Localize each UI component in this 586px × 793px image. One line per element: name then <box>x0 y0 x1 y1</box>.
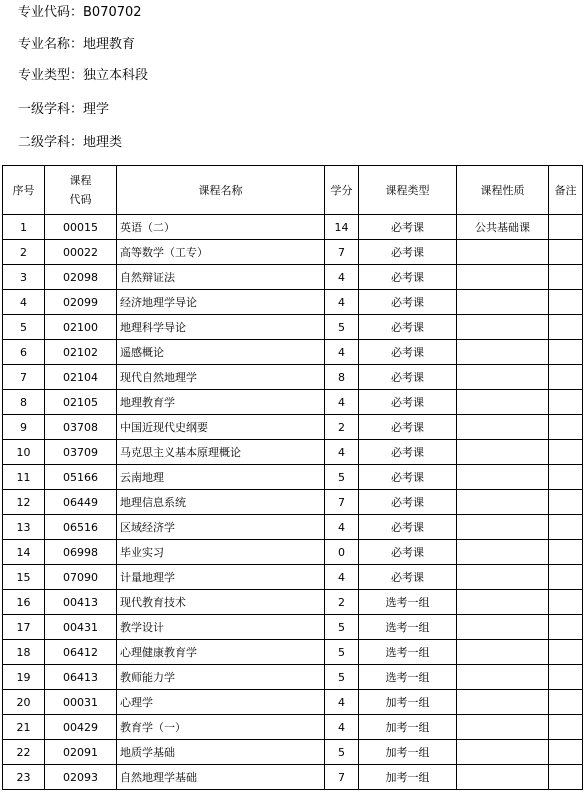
cell-nature <box>457 490 549 515</box>
cell-name: 高等数学（工专） <box>117 240 325 265</box>
table-row <box>3 490 583 515</box>
cell-type: 必考课 <box>359 390 457 415</box>
cell-note <box>549 215 583 240</box>
cell-credit: 5 <box>325 640 359 665</box>
cell-credit: 4 <box>325 515 359 540</box>
cell-seq: 2 <box>3 240 45 265</box>
cell-code: 06412 <box>45 640 117 665</box>
cell-nature <box>457 440 549 465</box>
cell-credit: 4 <box>325 690 359 715</box>
cell-credit: 4 <box>325 265 359 290</box>
cell-name: 地理科学导论 <box>117 315 325 340</box>
cell-note <box>549 490 583 515</box>
cell-nature <box>457 715 549 740</box>
cell-type: 必考课 <box>359 265 457 290</box>
table-row <box>3 440 583 465</box>
cell-nature <box>457 465 549 490</box>
cell-note <box>549 340 583 365</box>
info-label: 专业类型： <box>18 68 84 83</box>
header-credit: 学分 <box>325 166 359 215</box>
cell-name: 地质学基础 <box>117 740 325 765</box>
cell-note <box>549 390 583 415</box>
cell-seq: 15 <box>3 565 45 590</box>
info-label: 专业名称： <box>18 37 84 52</box>
info-label: 二级学科： <box>18 135 84 150</box>
table-row <box>3 315 583 340</box>
table-row <box>3 615 583 640</box>
cell-nature <box>457 515 549 540</box>
cell-type: 选考一组 <box>359 590 457 615</box>
cell-note <box>549 590 583 615</box>
table-row <box>3 540 583 565</box>
cell-code: 00022 <box>45 240 117 265</box>
cell-seq: 13 <box>3 515 45 540</box>
cell-type: 必考课 <box>359 315 457 340</box>
cell-nature <box>457 315 549 340</box>
cell-nature <box>457 565 549 590</box>
cell-nature <box>457 265 549 290</box>
cell-credit: 7 <box>325 490 359 515</box>
cell-type: 加考一组 <box>359 690 457 715</box>
table-row <box>3 690 583 715</box>
header-type: 课程类型 <box>359 166 457 215</box>
cell-seq: 18 <box>3 640 45 665</box>
cell-name: 现代教育技术 <box>117 590 325 615</box>
cell-note <box>549 415 583 440</box>
header-code-line1: 课程 <box>69 174 92 187</box>
cell-nature <box>457 240 549 265</box>
cell-name: 教育学（一） <box>117 715 325 740</box>
cell-nature <box>457 590 549 615</box>
cell-credit: 7 <box>325 240 359 265</box>
cell-code: 03709 <box>45 440 117 465</box>
cell-name: 云南地理 <box>117 465 325 490</box>
cell-type: 选考一组 <box>359 640 457 665</box>
cell-credit: 4 <box>325 565 359 590</box>
table-row <box>3 365 583 390</box>
cell-nature <box>457 665 549 690</box>
table-row <box>3 240 583 265</box>
cell-name: 毕业实习 <box>117 540 325 565</box>
cell-credit: 8 <box>325 365 359 390</box>
cell-type: 必考课 <box>359 415 457 440</box>
cell-code: 02102 <box>45 340 117 365</box>
table-body <box>3 215 583 790</box>
cell-nature <box>457 365 549 390</box>
cell-type: 加考一组 <box>359 740 457 765</box>
cell-nature <box>457 415 549 440</box>
cell-note <box>549 365 583 390</box>
cell-credit: 5 <box>325 465 359 490</box>
cell-code: 02099 <box>45 290 117 315</box>
cell-code: 02105 <box>45 390 117 415</box>
info-line-major-name <box>18 37 135 53</box>
cell-type: 必考课 <box>359 540 457 565</box>
course-table <box>2 165 583 790</box>
cell-name: 自然地理学基础 <box>117 765 325 790</box>
table-row <box>3 665 583 690</box>
cell-name: 中国近现代史纲要 <box>117 415 325 440</box>
cell-seq: 6 <box>3 340 45 365</box>
cell-note <box>549 615 583 640</box>
cell-name: 英语（二） <box>117 215 325 240</box>
cell-name: 地理教育学 <box>117 390 325 415</box>
cell-note <box>549 640 583 665</box>
cell-code: 03708 <box>45 415 117 440</box>
header-nature: 课程性质 <box>457 166 549 215</box>
info-label: 一级学科： <box>18 102 84 117</box>
info-value: 理学 <box>83 102 110 117</box>
cell-credit: 4 <box>325 390 359 415</box>
cell-type: 必考课 <box>359 365 457 390</box>
cell-code: 06449 <box>45 490 117 515</box>
cell-seq: 11 <box>3 465 45 490</box>
table-row <box>3 565 583 590</box>
cell-credit: 2 <box>325 415 359 440</box>
table-row <box>3 215 583 240</box>
cell-nature <box>457 340 549 365</box>
cell-seq: 21 <box>3 715 45 740</box>
cell-code: 00031 <box>45 690 117 715</box>
table-row <box>3 465 583 490</box>
cell-type: 必考课 <box>359 515 457 540</box>
cell-type: 加考一组 <box>359 765 457 790</box>
info-value: 独立本科段 <box>83 68 149 83</box>
cell-credit: 5 <box>325 740 359 765</box>
cell-credit: 14 <box>325 215 359 240</box>
cell-name: 地理信息系统 <box>117 490 325 515</box>
cell-name: 心理学 <box>117 690 325 715</box>
header-note: 备注 <box>549 166 583 215</box>
cell-code: 06516 <box>45 515 117 540</box>
cell-nature <box>457 615 549 640</box>
cell-credit: 4 <box>325 340 359 365</box>
cell-code: 02091 <box>45 740 117 765</box>
table-row <box>3 590 583 615</box>
table-header-row <box>3 166 583 215</box>
cell-note <box>549 690 583 715</box>
cell-note <box>549 240 583 265</box>
cell-name: 经济地理学导论 <box>117 290 325 315</box>
cell-nature <box>457 390 549 415</box>
cell-name: 马克思主义基本原理概论 <box>117 440 325 465</box>
cell-name: 区域经济学 <box>117 515 325 540</box>
table-row <box>3 265 583 290</box>
info-line-major-code <box>18 5 142 21</box>
cell-credit: 7 <box>325 765 359 790</box>
cell-seq: 16 <box>3 590 45 615</box>
cell-note <box>549 540 583 565</box>
cell-nature <box>457 765 549 790</box>
cell-type: 必考课 <box>359 440 457 465</box>
cell-type: 必考课 <box>359 290 457 315</box>
table-row <box>3 390 583 415</box>
cell-type: 必考课 <box>359 215 457 240</box>
cell-seq: 14 <box>3 540 45 565</box>
cell-note <box>549 265 583 290</box>
cell-credit: 4 <box>325 440 359 465</box>
cell-credit: 0 <box>325 540 359 565</box>
cell-seq: 5 <box>3 315 45 340</box>
cell-seq: 12 <box>3 490 45 515</box>
cell-type: 加考一组 <box>359 715 457 740</box>
cell-seq: 3 <box>3 265 45 290</box>
cell-nature <box>457 740 549 765</box>
header-code-line2: 代码 <box>69 193 92 206</box>
cell-type: 必考课 <box>359 465 457 490</box>
cell-nature <box>457 690 549 715</box>
cell-credit: 5 <box>325 665 359 690</box>
info-line-primary-discipline <box>18 102 109 118</box>
cell-note <box>549 465 583 490</box>
cell-seq: 8 <box>3 390 45 415</box>
cell-note <box>549 665 583 690</box>
cell-credit: 2 <box>325 590 359 615</box>
cell-name: 遥感概论 <box>117 340 325 365</box>
cell-name: 现代自然地理学 <box>117 365 325 390</box>
cell-code: 02093 <box>45 765 117 790</box>
cell-note <box>549 715 583 740</box>
cell-type: 选考一组 <box>359 665 457 690</box>
cell-name: 心理健康教育学 <box>117 640 325 665</box>
cell-credit: 5 <box>325 615 359 640</box>
cell-code: 00429 <box>45 715 117 740</box>
cell-code: 02098 <box>45 265 117 290</box>
cell-note <box>549 440 583 465</box>
cell-code: 07090 <box>45 565 117 590</box>
table-row <box>3 740 583 765</box>
cell-seq: 19 <box>3 665 45 690</box>
header-seq: 序号 <box>3 166 45 215</box>
cell-code: 00015 <box>45 215 117 240</box>
cell-type: 必考课 <box>359 490 457 515</box>
cell-type: 必考课 <box>359 240 457 265</box>
header-code <box>45 166 117 215</box>
cell-seq: 20 <box>3 690 45 715</box>
info-label: 专业代码： <box>18 5 84 20</box>
info-value: B070702 <box>83 5 142 20</box>
cell-code: 02100 <box>45 315 117 340</box>
cell-type: 必考课 <box>359 340 457 365</box>
cell-code: 06413 <box>45 665 117 690</box>
table-row <box>3 715 583 740</box>
cell-credit: 4 <box>325 715 359 740</box>
cell-code: 00413 <box>45 590 117 615</box>
cell-note <box>549 565 583 590</box>
header-name: 课程名称 <box>117 166 325 215</box>
cell-seq: 22 <box>3 740 45 765</box>
cell-nature <box>457 540 549 565</box>
cell-note <box>549 765 583 790</box>
cell-seq: 17 <box>3 615 45 640</box>
cell-nature: 公共基础课 <box>457 215 549 240</box>
table-row <box>3 340 583 365</box>
cell-name: 教学设计 <box>117 615 325 640</box>
cell-nature <box>457 640 549 665</box>
table-row <box>3 415 583 440</box>
cell-code: 05166 <box>45 465 117 490</box>
cell-name: 计量地理学 <box>117 565 325 590</box>
cell-credit: 4 <box>325 290 359 315</box>
cell-seq: 1 <box>3 215 45 240</box>
cell-name: 自然辩证法 <box>117 265 325 290</box>
cell-code: 06998 <box>45 540 117 565</box>
cell-seq: 7 <box>3 365 45 390</box>
cell-seq: 23 <box>3 765 45 790</box>
table-row <box>3 290 583 315</box>
cell-seq: 10 <box>3 440 45 465</box>
table-row <box>3 640 583 665</box>
cell-name: 教师能力学 <box>117 665 325 690</box>
info-line-secondary-discipline <box>18 135 122 151</box>
cell-seq: 4 <box>3 290 45 315</box>
cell-seq: 9 <box>3 415 45 440</box>
cell-note <box>549 290 583 315</box>
cell-type: 选考一组 <box>359 615 457 640</box>
cell-code: 02104 <box>45 365 117 390</box>
table-row <box>3 765 583 790</box>
cell-credit: 5 <box>325 315 359 340</box>
table-row <box>3 515 583 540</box>
cell-type: 必考课 <box>359 565 457 590</box>
cell-note <box>549 740 583 765</box>
cell-note <box>549 315 583 340</box>
cell-note <box>549 515 583 540</box>
cell-nature <box>457 290 549 315</box>
info-value: 地理类 <box>83 135 123 150</box>
info-line-major-type <box>18 68 148 84</box>
info-value: 地理教育 <box>83 37 136 52</box>
cell-code: 00431 <box>45 615 117 640</box>
